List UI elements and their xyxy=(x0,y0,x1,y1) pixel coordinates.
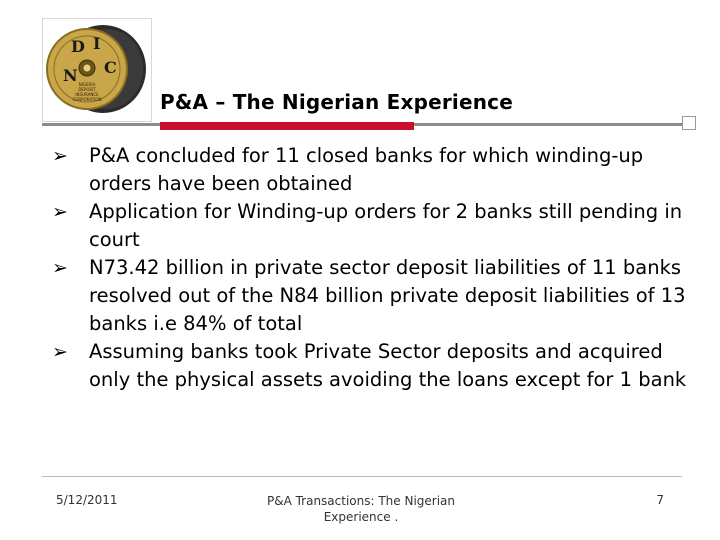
ndic-logo xyxy=(42,18,152,122)
ndic-seal-icon xyxy=(43,19,149,119)
title-divider-red xyxy=(160,122,414,130)
bullet-list xyxy=(50,142,690,394)
logo-letter-c: C xyxy=(104,58,117,77)
bullet-text: N73.42 billion in private sector deposit liabilities of 11 banks resolved out of the N84 billion private deposit liabilities of 13 banks i.e 84% of total xyxy=(89,256,686,335)
logo-letter-i: I xyxy=(93,34,101,53)
bullet-item xyxy=(50,142,690,198)
footer-title xyxy=(250,493,472,525)
slide-title: P&A – The Nigerian Experience xyxy=(160,90,513,114)
title-corner-square xyxy=(682,116,696,130)
logo-letter-n: N xyxy=(63,66,78,85)
logo-text-line-2: DEPOSIT xyxy=(78,87,96,92)
footer-title-line-2: Experience . xyxy=(323,510,399,524)
footer-page-number: 7 xyxy=(656,493,664,507)
bullet-text: P&A concluded for 11 closed banks for which winding-up orders have been obtained xyxy=(89,144,644,195)
arrow-bullet-icon: ➢ xyxy=(52,341,68,363)
arrow-bullet-icon: ➢ xyxy=(52,257,68,279)
logo-letter-d: D xyxy=(71,37,85,56)
bullet-item xyxy=(50,254,690,338)
bullet-item xyxy=(50,338,690,394)
bullet-text: Assuming banks took Private Sector deposits and acquired only the physical assets avoiding the loans except for 1 bank xyxy=(89,340,687,391)
logo-text-line-4: CORPORATION xyxy=(72,97,102,102)
logo-text-line-3: INSURANCE xyxy=(75,92,99,97)
arrow-bullet-icon: ➢ xyxy=(52,145,68,167)
logo-text-line-1: NIGERIA xyxy=(78,82,96,87)
logo-seal-dot-shape xyxy=(84,65,91,72)
footer-divider xyxy=(42,476,682,477)
footer-date: 5/12/2011 xyxy=(56,493,118,507)
footer-title-line-1: P&A Transactions: The Nigerian xyxy=(266,494,456,508)
bullet-text: Application for Winding-up orders for 2 banks still pending in court xyxy=(89,200,683,251)
arrow-bullet-icon: ➢ xyxy=(52,201,68,223)
bullet-item xyxy=(50,198,690,254)
